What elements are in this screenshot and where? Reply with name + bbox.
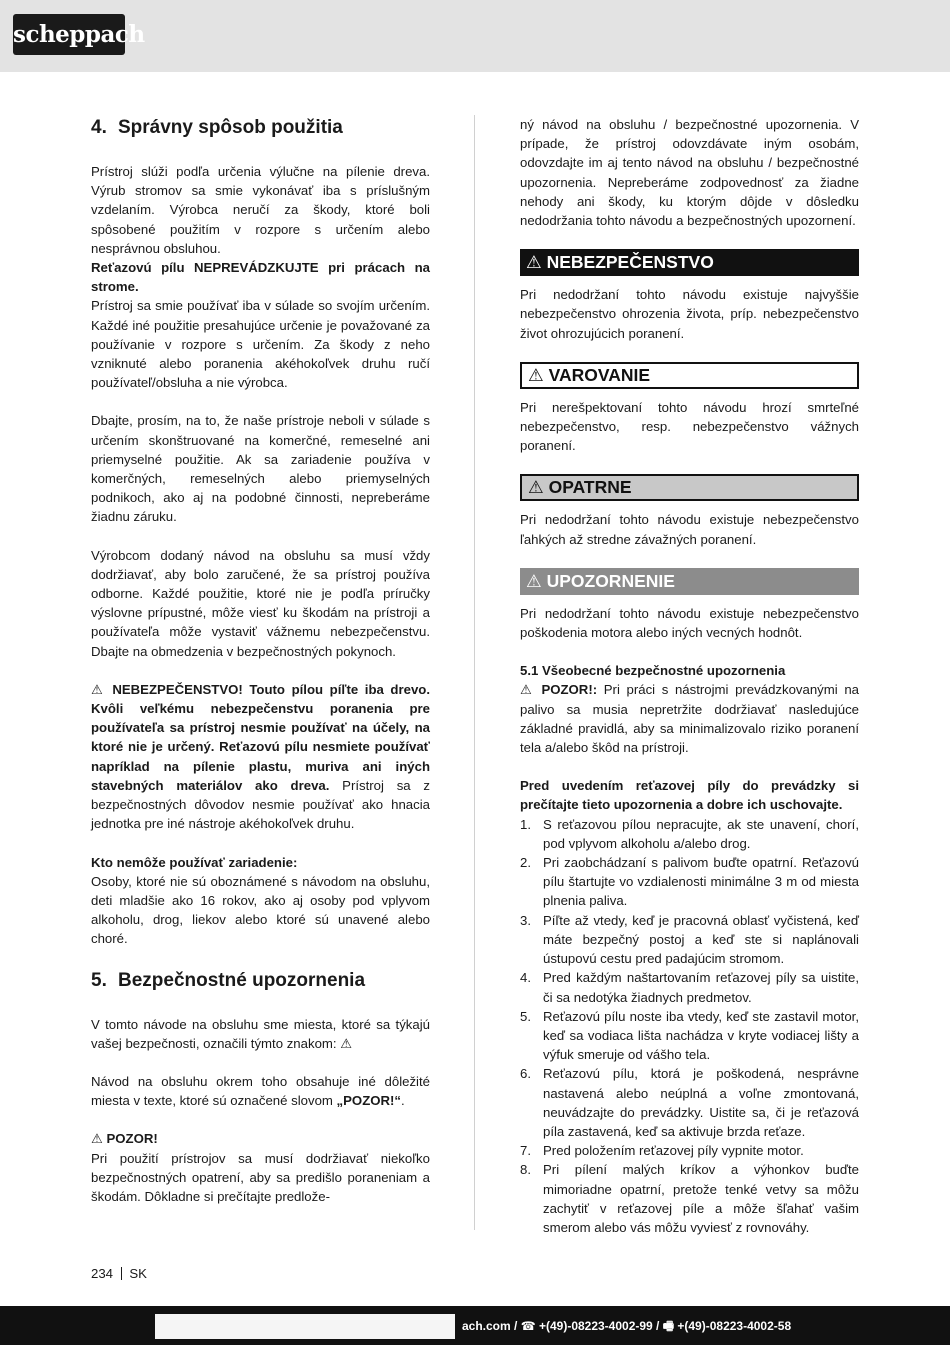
notice-box xyxy=(520,568,859,595)
notice-text: Pri nedodržaní tohto návodu existuje nebezpečenstvo poškodenia motora alebo iných vecných hodnôt. xyxy=(520,605,859,641)
danger-box xyxy=(520,249,859,276)
language-code: SK xyxy=(129,1266,147,1281)
pozor-word-end: . xyxy=(401,1093,405,1109)
danger-text: Pri nedodržaní tohto návodu existuje najvyššie nebezpečenstvo ohrozenia života, príp. nebezpečenstvo život ohrozujúcich poranení. xyxy=(520,287,859,341)
safety-rule-item xyxy=(520,853,859,911)
safety-rule-item xyxy=(520,968,859,1006)
safety-rule-text: Reťazovú pílu, ktorá je poškodená, nesprávne nastavená alebo neúplná a voľne zmontovaná, neuvádzajte do prevádzky. Uistite sa, či je reťazová píla zastavená, keď sa aktivuje brzda reťaze. xyxy=(543,1066,859,1139)
caution-text: Pri nedodržaní tohto návodu existuje nebezpečenstvo ľahkých až stredne závažných poranení. xyxy=(520,512,859,547)
header-bar xyxy=(0,0,950,72)
warning-triangle-icon: ⚠ xyxy=(528,477,544,498)
warning-triangle-icon: ⚠ xyxy=(526,570,542,591)
redacted-block xyxy=(155,1314,455,1339)
safety-rule-number: 8. xyxy=(520,1162,531,1178)
intended-use-text: Prístroj slúži podľa určenia výlučne na pílenie dreva. Výrub stromov sa smie vykonávať iba s príslušným vzdelaním. Výrobca neručí za škody, ktoré boli spôsobené použitím v rozpore s určením alebo nesprávnou obsluhou. xyxy=(91,164,430,256)
right-column xyxy=(520,115,859,1237)
safety-rule-text: Pri pílení malých kríkov a výhonkov buďte mimoriadne opatrní, pretože tenké vetvy sa môžu zachytiť v reťazovej píle a môže šľahať vašim smerom alebo vás môžu vyviesť z rovnováhy. xyxy=(543,1162,859,1235)
column-divider xyxy=(474,115,475,1230)
general-safety-paragraph xyxy=(520,661,859,757)
page-footer xyxy=(91,1266,147,1281)
safety-rule-text: S reťazovou pílou nepracujte, ak ste unavení, chorí, pod vplyvom alkoholu a/alebo drog. xyxy=(543,816,859,851)
warning-triangle-icon: ⚠ xyxy=(526,252,542,273)
who-cannot-use-paragraph xyxy=(91,853,430,949)
pozor-text: Pri použití prístrojov sa musí dodržiavať niekoľko bezpečnostných opatrení, aby sa predišlo poraneniam a škodám. Dôkladne si prečítajte predlože- xyxy=(91,1150,430,1204)
general-pozor-text: Pri práci s nástrojmi prevádzkovanými na palivo sa musia nepretržite dodržiavať nasledujúce základné pravidlá, aby sa minimalizovalo riziko poranení tela a/alebo škôd na prístroji. xyxy=(520,682,859,756)
caution-label: OPATRNE xyxy=(548,477,632,498)
section-5-number: 5. xyxy=(91,969,107,991)
section-5-title: Bezpečnostné upozornenia xyxy=(118,969,366,991)
warning-box xyxy=(520,362,859,389)
section-4-heading xyxy=(91,116,430,140)
pozor-word-text: Návod na obsluhu okrem toho obsahuje iné dôležité miesta v texte, ktoré sú označené slovom xyxy=(91,1073,430,1109)
left-column xyxy=(91,115,430,1206)
who-cannot-use-text: Osoby, ktoré nie sú oboznámené s návodom na obsluhu, deti mladšie ako 16 rokov, ako aj osoby pod vplyvom alkoholu, drog, liekov alebo ktoré sú unavené alebo choré. xyxy=(91,873,430,947)
who-cannot-use-heading: Kto nemôže používať zariadenie: xyxy=(91,854,298,870)
intended-use-liability-text: Prístroj sa smie používať iba v súlade so svojím určením. Každé iné použitie presahujúce určenie je považované za používanie v rozpore s určením. Za škody z neho vzniknuté alebo poranenia akéhokoľvek druhu ručí používateľ/obsluha a nie výrobca. xyxy=(91,298,430,391)
danger-label: NEBEZPEČENSTVO xyxy=(546,252,714,273)
pozor-word-quote: „POZOR!“ xyxy=(336,1093,402,1109)
warning-triangle-icon: ⚠ xyxy=(520,682,535,698)
section-5-heading xyxy=(91,969,430,993)
safety-rule-number: 4. xyxy=(520,970,531,986)
contact-info: ach.com / ☎ +(49)-08223-4002-99 / 🖷 +(49)-08223-4002-58 xyxy=(462,1319,792,1333)
safety-symbol-paragraph: V tomto návode na obsluhu sme miesta, ktoré sa týkajú vašej bezpečnosti, označili týmto znakom: ⚠ xyxy=(91,1016,430,1051)
warning-triangle-icon: ⚠ xyxy=(91,681,106,697)
pozor-label: POZOR! xyxy=(106,1131,158,1147)
danger-drive-unit-text: Prístroj sa z bezpečnostných dôvodov nesmie používať ako hnacia jednotka pre iné nástroje akéhokoľvek druhu. xyxy=(91,777,430,832)
notice-label: UPOZORNENIE xyxy=(546,570,675,591)
warning-text: Pri nerešpektovaní tohto návodu hrozí smrteľné nebezpečenstvo, resp. nebezpečenstvo vážnych poranení. xyxy=(520,399,859,454)
safety-rule-item xyxy=(520,1064,859,1141)
scheppach-logo: scheppach xyxy=(13,14,125,55)
safety-rule-number: 5. xyxy=(520,1008,531,1024)
danger-wood-only-text: NEBEZPEČENSTVO! Touto pílou píľte iba drevo. Kvôli veľkému nebezpečenstvu poranenia pre používateľa sa prístroj nesmie používať na účely, na ktoré nie je určený. Reťazovú pílu nesmiete používať napríklad na pílenie plastu, muriva ani iných stavebných materiálov ako dreva. xyxy=(91,681,430,793)
intended-use-paragraph xyxy=(91,162,430,392)
warning-triangle-icon: ⚠ xyxy=(528,364,544,385)
safety-rule-item xyxy=(520,911,859,969)
manual-handover-paragraph: ný návod na obsluhu / bezpečnostné upozornenia. V prípade, že prístroj odovzdávate iným osobám, odovzdajte im aj tento návod na obsluhu / bezpečnostné upozornenia. Nepreberáme zodpovednosť za žiadne nehody ani škody, ku ktorým dôjde v dôsledku nedodržania tohto návodu a bezpečnostných upozornení. xyxy=(520,117,859,229)
safety-rule-item xyxy=(520,1007,859,1065)
no-tree-work-warning: Reťazovú pílu NEPREVÁDZKUJTE pri prácach na strome. xyxy=(91,260,430,295)
danger-wood-only-paragraph xyxy=(91,680,430,834)
caution-box xyxy=(520,474,859,501)
safety-rule-item xyxy=(520,1141,859,1160)
safety-rule-text: Pri zaobchádzaní s palivom buďte opatrní. Reťazovú pílu štartujte vo vzdialenosti minimálne 3 m od miesta plnenia paliva. xyxy=(543,855,859,909)
commercial-use-paragraph: Dbajte, prosím, na to, že naše prístroje neboli v súlade s určením skonštruované na komerčné, remeselné ani priemyselné použitie. Ak sa zariadenie používa v komerčných, remeselných alebo priemyselných podnikoch, ako aj na podobné činnosti, nepreberáme žiadnu záruku. xyxy=(91,413,430,525)
section-4-title: Správny spôsob použitia xyxy=(118,117,343,138)
safety-rule-text: Reťazovú pílu noste iba vtedy, keď ste zastavil motor, keď sa vodiaca lišta nachádza v kryte vodiacej lišty a výfuk smeruje od vášho tela. xyxy=(543,1008,859,1063)
safety-rule-number: 6. xyxy=(520,1066,531,1082)
safety-rule-number: 2. xyxy=(520,855,531,871)
pozor-paragraph xyxy=(91,1129,430,1206)
manual-compliance-paragraph: Výrobcom dodaný návod na obsluhu sa musí vždy dodržiavať, aby bolo zaručené, že sa prístroj používa odborne. Každé použitie, ktoré nie je podľa príručky výslovne prípustné, môže viesť ku škodám na prístroji a používateľa môže vystaviť vážnemu nebezpečenstvu. Dbajte na obmedzenia v bezpečnostných pokynoch. xyxy=(91,547,430,659)
safety-rules-list xyxy=(520,815,859,1237)
bottom-contact-bar xyxy=(0,1306,950,1345)
safety-rule-text: Pred položením reťazovej píly vypnite motor. xyxy=(543,1143,804,1159)
pozor-word-paragraph xyxy=(91,1072,430,1110)
safety-rule-item xyxy=(520,815,859,853)
footer-separator xyxy=(121,1267,122,1280)
safety-rule-number: 7. xyxy=(520,1143,531,1159)
safety-rule-number: 1. xyxy=(520,816,531,832)
warning-triangle-icon: ⚠ xyxy=(91,1131,103,1147)
warning-label: VAROVANIE xyxy=(548,364,651,385)
page-number: 234 xyxy=(91,1266,114,1281)
section-4-number: 4. xyxy=(91,117,107,138)
safety-rule-item xyxy=(520,1160,859,1237)
safety-rule-text: Pred každým naštartovaním reťazovej píly sa uistite, či sa nedotýka žiadnych predmetov. xyxy=(543,970,859,1005)
before-use-heading: Pred uvedením reťazovej píly do prevádzky si prečítajte tieto upozornenia a dobre ich uschovajte. xyxy=(520,778,859,813)
safety-rule-number: 3. xyxy=(520,912,531,928)
safety-rule-text: Píľte až vtedy, keď je pracovná oblasť vyčistená, keď máte bezpečný postoj a keď ste si naplánovali ústupovú cestu pred padajúcim stromom. xyxy=(543,912,859,967)
general-pozor-label: POZOR!: xyxy=(541,682,598,698)
section-5-1-heading: 5.1 Všeobecné bezpečnostné upozornenia xyxy=(520,663,786,679)
